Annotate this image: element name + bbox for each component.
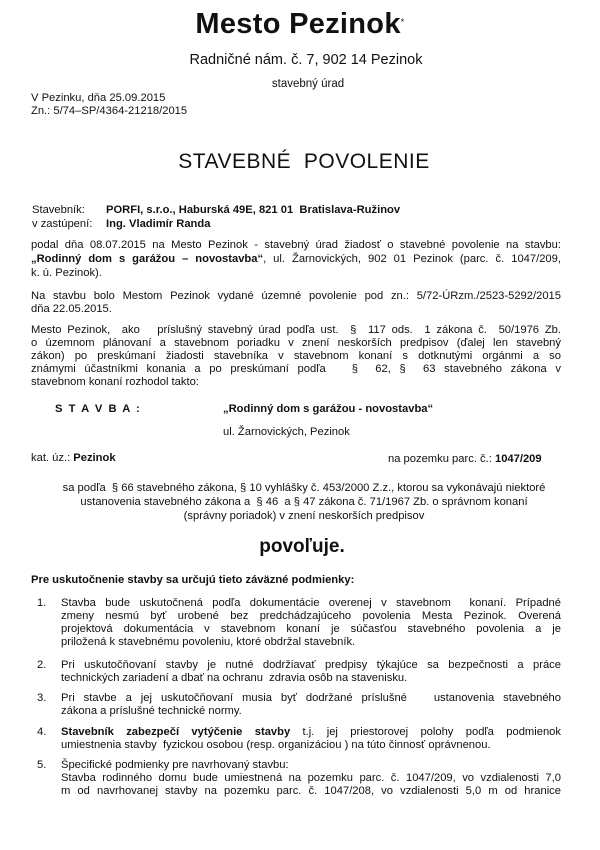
place-date: V Pezinku, dňa 25.09.2015 — [31, 92, 166, 104]
condition-1-line-3: projektová dokumentácia v stavebnom konaní je súčasťou stavebného povolenia a je — [61, 623, 561, 635]
parcel-number — [388, 453, 542, 466]
project-name: „Rodinný dom s garážou – novostavba“ — [31, 253, 264, 265]
application-line-2-rest: , ul. Žarnovických, 902 01 Pezinok (parc. č. 1047/209, — [263, 253, 561, 265]
representative-value: Ing. Vladimír Randa — [106, 218, 211, 230]
condition-2-line-1: Pri uskutočňovaní stavby je nutné dodržiavať predpisy týkajúce sa bezpečnosti a práce — [61, 659, 561, 671]
condition-2-line-2: technických zariadení a dbať na ochranu zdravia osôb na stavenisku. — [61, 672, 408, 684]
condition-3-line-1: Pri stavbe a jej uskutočňovaní musia byť dodržané príslušné ustanovenia stavebného — [61, 692, 561, 704]
condition-1-line-1: Stavba bude uskutočnená podľa dokumentácie overenej v stavebnom konaní. Prípadné — [61, 597, 561, 609]
condition-5-line-1: Špecifické podmienky pre navrhovaný stavbu: — [61, 759, 289, 771]
condition-4-number: 4. — [37, 726, 47, 738]
condition-4 — [61, 726, 561, 752]
stavba-street: ul. Žarnovických, Pezinok — [223, 426, 350, 438]
decision-line-1: Mesto Pezinok, ako príslušný stavebný úrad podľa ust. § 117 ods. 1 zákona č. 50/1976 Zb. — [31, 324, 561, 336]
legal-basis-line-3: (správny poriadok) v znení neskorších predpisov — [183, 510, 425, 522]
document-title: STAVEBNÉ POVOLENIE — [178, 150, 430, 173]
cadastral-area — [31, 452, 116, 465]
legal-basis-line-1: sa podľa § 66 stavebného zákona, § 10 vyhlášky č. 453/2000 Z.z., ktorou sa vykonávajú niektoré — [62, 482, 546, 494]
builder-value: PORFI, s.r.o., Haburská 49E, 821 01 Bratislava-Ružinov — [106, 204, 401, 216]
decision-paragraph — [31, 324, 561, 389]
municipality-title — [0, 8, 600, 40]
municipality-address: Radničné nám. č. 7, 902 14 Pezinok — [189, 52, 423, 68]
stavba-name: „Rodinný dom s garážou - novostavba“ — [223, 403, 434, 415]
condition-2 — [61, 659, 561, 685]
representative-label: v zastúpení: — [32, 218, 93, 230]
condition-1-number: 1. — [37, 597, 47, 609]
condition-1-line-4: priložená k stavebnému povoleniu, ktoré obdržal stavebník. — [61, 636, 356, 648]
decision-verb: povoľuje. — [259, 536, 345, 557]
parcel-label: na pozemku parc. č.: — [388, 453, 495, 465]
condition-4-line-2: umiestnenia stavby fyzickou osobou (resp. organizáciou ) na túto činnosť oprávnenou. — [61, 739, 491, 751]
application-line-3: k. ú. Pezinok). — [31, 267, 102, 279]
cadastral-area-label: kat. úz.: — [31, 452, 74, 464]
application-line-2 — [31, 253, 561, 266]
municipality-name: Mesto Pezinok — [195, 8, 401, 40]
decision-line-4: známymi účastníkmi konania a po preskúmaní podľa § 62, § 63 stavebného zákona v — [31, 363, 561, 375]
office-name: stavebný úrad — [271, 78, 345, 90]
condition-5-line-3: m od navrhovanej stavby na pozemku parc. č. 1047/208, vo vzdialenosti 5,0 m od hranice — [61, 785, 561, 797]
legal-basis-line-2: ustanovenia stavebného zákona a § 46 a § 47 zákona č. 71/1967 Zb. o správnom konaní — [80, 496, 528, 508]
condition-3-line-2: zákona a príslušné technické normy. — [61, 705, 242, 717]
condition-3-number: 3. — [37, 692, 47, 704]
application-line-1: podal dňa 08.07.2015 na Mesto Pezinok - stavebný úrad žiadosť o stavebné povolenie na stavbu: — [31, 239, 561, 251]
zoning-line-2: dňa 22.05.2015. — [31, 303, 112, 315]
decision-line-5: stavebnom konaní rozhodol takto: — [31, 376, 199, 388]
condition-5-line-2: Stavba rodinného domu bude umiestnená na pozemku parc. č. 1047/209, vo vzdialenosti 7,0 — [61, 772, 561, 784]
conditions-heading: Pre uskutočnenie stavby sa určujú tieto záväzné podmienky: — [31, 574, 355, 586]
condition-4-bold-lead: Stavebník zabezpečí vytýčenie stavby — [61, 726, 291, 738]
condition-5-number: 5. — [37, 759, 47, 771]
zoning-line-1: Na stavbu bolo Mestom Pezinok vydané územné povolenie pod zn.: 5/72-ÚRzm./2523-5292/2015 — [31, 290, 561, 302]
title-mark: * — [400, 17, 405, 27]
parcel-value: 1047/209 — [494, 453, 542, 465]
condition-1-line-2: zmeny nesmú byť urobené bez predchádzajúceho povolenia Mesta Pezinok. Overená — [61, 610, 561, 622]
decision-line-3: zákon) po preskúmaní žiadosti stavebníka v stavebnom konaní s dotknutými orgánmi a so — [31, 350, 561, 362]
condition-4-first-rest: t.j. jej priestorovej polohy podľa podmienok — [290, 726, 561, 738]
stavba-label: S T A V B A : — [55, 403, 142, 415]
condition-2-number: 2. — [37, 659, 47, 671]
condition-5 — [61, 759, 561, 798]
cadastral-area-value: Pezinok — [73, 452, 116, 464]
condition-4-line-1 — [61, 726, 561, 739]
builder-label: Stavebník: — [32, 204, 85, 216]
file-number: Zn.: 5/74–SP/4364-21218/2015 — [31, 105, 188, 117]
condition-3 — [61, 692, 561, 718]
condition-1 — [61, 597, 561, 649]
decision-line-2: o územnom plánovaní a stavebnom poriadku v znení neskorších predpisov (ďalej len stavebný — [31, 337, 561, 349]
